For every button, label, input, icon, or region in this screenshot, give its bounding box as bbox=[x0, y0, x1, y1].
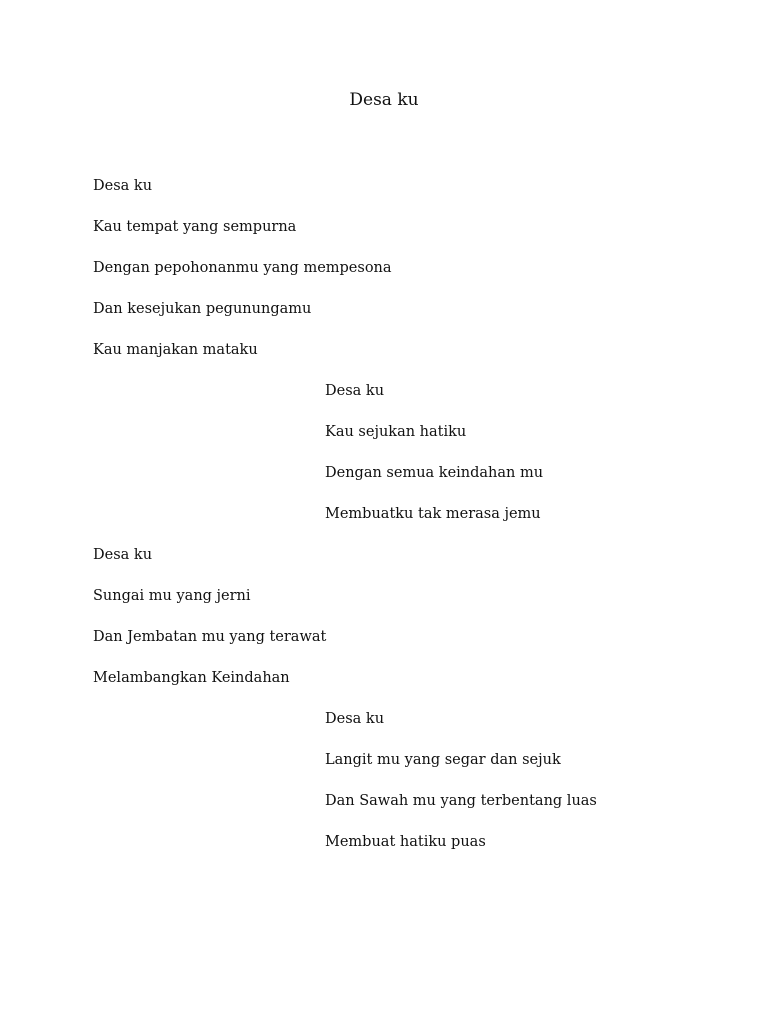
poem-line: Dan Jembatan mu yang terawat bbox=[93, 629, 327, 645]
poem-line: Desa ku bbox=[93, 178, 153, 194]
poem-line: Desa ku bbox=[93, 547, 153, 563]
poem-line: Kau tempat yang sempurna bbox=[93, 219, 297, 235]
poem-line: Desa ku bbox=[325, 711, 385, 727]
poem-line: Dengan pepohonanmu yang mempesona bbox=[93, 260, 392, 276]
poem-line: Kau sejukan hatiku bbox=[325, 424, 467, 440]
poem-line: Dan kesejukan pegunungamu bbox=[93, 301, 312, 317]
poem-line: Kau manjakan mataku bbox=[93, 342, 258, 358]
poem-line: Dengan semua keindahan mu bbox=[325, 465, 544, 481]
poem-line: Langit mu yang segar dan sejuk bbox=[325, 752, 561, 768]
poem-title: Desa ku bbox=[349, 90, 419, 110]
poem-line: Membuat hatiku puas bbox=[325, 834, 486, 850]
poem-line: Sungai mu yang jerni bbox=[93, 588, 251, 604]
poem-line: Membuatku tak merasa jemu bbox=[325, 506, 541, 522]
poem-line: Dan Sawah mu yang terbentang luas bbox=[325, 793, 597, 809]
poem-line: Melambangkan Keindahan bbox=[93, 670, 290, 686]
poem-line: Desa ku bbox=[325, 383, 385, 399]
